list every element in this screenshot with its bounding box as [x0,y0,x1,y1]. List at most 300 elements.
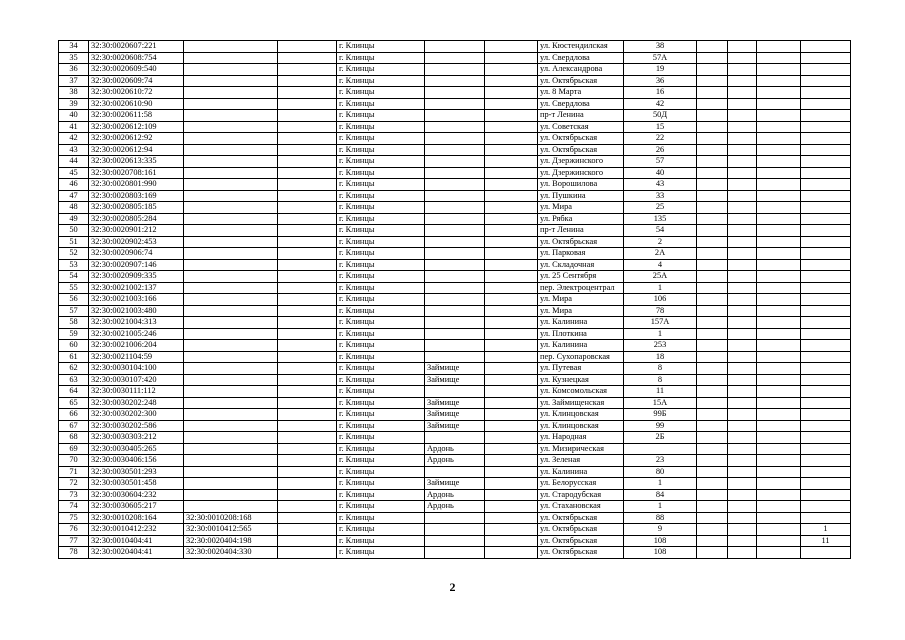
cadastral-number: 32:30:0020608:754 [89,52,184,64]
empty-cell [485,167,538,179]
street: ул. Свердлова [538,52,624,64]
table-row [59,409,851,421]
row-number: 61 [59,351,89,363]
row-number: 40 [59,110,89,122]
table-row [59,363,851,375]
street: пр-т Ленина [538,110,624,122]
cadastral-number-2 [184,52,278,64]
empty-cell [485,133,538,145]
city: г. Клинцы [337,478,425,490]
house-number: 2Б [624,432,697,444]
street: ул. Клинцовская [538,409,624,421]
street: ул. 25 Сентября [538,271,624,283]
extra-value [801,282,851,294]
house-number: 38 [624,41,697,53]
page-number: 2 [449,580,456,594]
district [425,432,485,444]
empty-cell [278,259,337,271]
city: г. Клинцы [337,351,425,363]
district [425,351,485,363]
extra-value [801,87,851,99]
empty-cell [485,236,538,248]
district [425,317,485,329]
city: г. Клинцы [337,167,425,179]
empty-cell [697,340,728,352]
cadastral-number: 32:30:0030405:265 [89,443,184,455]
empty-cell [757,305,801,317]
cadastral-number-2 [184,443,278,455]
empty-cell [757,64,801,76]
street: ул. Рябка [538,213,624,225]
empty-cell [485,512,538,524]
empty-cell [278,271,337,283]
cadastral-number: 32:30:0010208:164 [89,512,184,524]
district [425,466,485,478]
district: Займище [425,374,485,386]
street: ул. Белорусская [538,478,624,490]
table-row [59,52,851,64]
city: г. Клинцы [337,547,425,559]
cadastral-number-2 [184,282,278,294]
street: ул. Кюстендилская [538,41,624,53]
empty-cell [757,294,801,306]
extra-value [801,443,851,455]
empty-cell [697,133,728,145]
extra-value [801,190,851,202]
row-number: 66 [59,409,89,421]
empty-cell [697,271,728,283]
table-row [59,432,851,444]
table-row [59,236,851,248]
city: г. Клинцы [337,144,425,156]
empty-cell [757,409,801,421]
table-row [59,455,851,467]
cadastral-number: 32:30:0021002:137 [89,282,184,294]
city: г. Клинцы [337,305,425,317]
empty-cell [485,478,538,490]
cadastral-number: 32:30:0021004:313 [89,317,184,329]
row-number: 39 [59,98,89,110]
empty-cell [278,202,337,214]
city: г. Клинцы [337,156,425,168]
empty-cell [697,110,728,122]
row-number: 70 [59,455,89,467]
empty-cell [728,443,757,455]
district: Займище [425,397,485,409]
empty-cell [697,179,728,191]
empty-cell [728,64,757,76]
house-number: 84 [624,489,697,501]
house-number: 36 [624,75,697,87]
row-number: 76 [59,524,89,536]
empty-cell [278,75,337,87]
row-number: 63 [59,374,89,386]
house-number: 80 [624,466,697,478]
empty-cell [485,397,538,409]
table-row [59,443,851,455]
table-row [59,75,851,87]
table-row [59,478,851,490]
house-number: 33 [624,190,697,202]
district [425,282,485,294]
street: ул. Калинина [538,317,624,329]
city: г. Клинцы [337,328,425,340]
extra-value [801,397,851,409]
street: пер. Электроцентрал [538,282,624,294]
city: г. Клинцы [337,386,425,398]
extra-value [801,259,851,271]
city: г. Клинцы [337,535,425,547]
district [425,248,485,260]
street: ул. Свердлова [538,98,624,110]
empty-cell [728,121,757,133]
house-number: 99Б [624,409,697,421]
house-number: 88 [624,512,697,524]
street: ул. Клинцовская [538,420,624,432]
empty-cell [485,328,538,340]
street: ул. Парковая [538,248,624,260]
city: г. Клинцы [337,225,425,237]
street: ул. Октябрьская [538,512,624,524]
table-row [59,179,851,191]
empty-cell [278,41,337,53]
empty-cell [728,455,757,467]
empty-cell [485,409,538,421]
table-row [59,133,851,145]
cadastral-number: 32:30:0020907:146 [89,259,184,271]
extra-value [801,340,851,352]
empty-cell [697,121,728,133]
district: Ардонь [425,443,485,455]
cadastral-number-2 [184,259,278,271]
table-row [59,328,851,340]
city: г. Клинцы [337,317,425,329]
empty-cell [728,167,757,179]
registry-table [58,40,851,559]
city: г. Клинцы [337,236,425,248]
empty-cell [728,144,757,156]
extra-value [801,547,851,559]
empty-cell [757,443,801,455]
extra-value [801,455,851,467]
table-row [59,305,851,317]
city: г. Клинцы [337,259,425,271]
house-number: 1 [624,328,697,340]
extra-value [801,98,851,110]
house-number: 8 [624,374,697,386]
table-row [59,282,851,294]
row-number: 78 [59,547,89,559]
district [425,52,485,64]
table-row [59,547,851,559]
house-number: 1 [624,478,697,490]
empty-cell [757,432,801,444]
district [425,305,485,317]
empty-cell [757,512,801,524]
empty-cell [485,547,538,559]
empty-cell [278,317,337,329]
cadastral-number: 32:30:0030303:212 [89,432,184,444]
city: г. Клинцы [337,41,425,53]
house-number: 1 [624,501,697,513]
street: пр-т Ленина [538,225,624,237]
cadastral-number: 32:30:0020902:453 [89,236,184,248]
empty-cell [757,75,801,87]
empty-cell [697,317,728,329]
city: г. Клинцы [337,432,425,444]
extra-value [801,121,851,133]
street: ул. Комсомольская [538,386,624,398]
district [425,75,485,87]
district [425,156,485,168]
empty-cell [697,64,728,76]
empty-cell [485,121,538,133]
empty-cell [697,328,728,340]
city: г. Клинцы [337,202,425,214]
city: г. Клинцы [337,455,425,467]
city: г. Клинцы [337,340,425,352]
empty-cell [728,478,757,490]
cadastral-number: 32:30:0020801:990 [89,179,184,191]
extra-value [801,466,851,478]
row-number: 62 [59,363,89,375]
cadastral-number: 32:30:0030202:300 [89,409,184,421]
cadastral-number-2 [184,87,278,99]
empty-cell [485,305,538,317]
empty-cell [278,432,337,444]
empty-cell [485,282,538,294]
empty-cell [485,443,538,455]
cadastral-number-2 [184,489,278,501]
empty-cell [728,397,757,409]
empty-cell [278,167,337,179]
empty-cell [728,87,757,99]
cadastral-number-2 [184,420,278,432]
cadastral-number: 32:30:0021003:480 [89,305,184,317]
row-number: 47 [59,190,89,202]
row-number: 67 [59,420,89,432]
cadastral-number: 32:30:0020613:335 [89,156,184,168]
street: ул. Зеленая [538,455,624,467]
empty-cell [278,547,337,559]
empty-cell [728,110,757,122]
cadastral-number-2 [184,363,278,375]
row-number: 34 [59,41,89,53]
empty-cell [485,501,538,513]
empty-cell [728,236,757,248]
empty-cell [697,374,728,386]
row-number: 46 [59,179,89,191]
street: ул. Народная [538,432,624,444]
cadastral-number-2 [184,397,278,409]
cadastral-number-2 [184,236,278,248]
cadastral-number: 32:30:0030604:232 [89,489,184,501]
empty-cell [278,156,337,168]
row-number: 59 [59,328,89,340]
cadastral-number-2: 32:30:0010208:168 [184,512,278,524]
cadastral-number-2 [184,156,278,168]
empty-cell [485,75,538,87]
extra-value [801,75,851,87]
street: ул. Октябрьская [538,236,624,248]
empty-cell [697,455,728,467]
table-row [59,225,851,237]
empty-cell [485,466,538,478]
row-number: 58 [59,317,89,329]
empty-cell [278,512,337,524]
empty-cell [728,409,757,421]
empty-cell [278,282,337,294]
empty-cell [278,236,337,248]
cadastral-number: 32:30:0020805:284 [89,213,184,225]
empty-cell [697,144,728,156]
extra-value [801,501,851,513]
empty-cell [485,340,538,352]
empty-cell [485,294,538,306]
empty-cell [278,98,337,110]
empty-cell [485,363,538,375]
row-number: 57 [59,305,89,317]
cadastral-number: 32:30:0020404:41 [89,547,184,559]
empty-cell [697,478,728,490]
empty-cell [728,179,757,191]
row-number: 48 [59,202,89,214]
cadastral-number: 32:30:0021005:246 [89,328,184,340]
cadastral-number: 32:30:0030202:586 [89,420,184,432]
empty-cell [485,351,538,363]
street: ул. Дзержинского [538,156,624,168]
empty-cell [485,202,538,214]
row-number: 75 [59,512,89,524]
cadastral-number-2 [184,167,278,179]
empty-cell [728,524,757,536]
empty-cell [757,179,801,191]
row-number: 60 [59,340,89,352]
table-row [59,524,851,536]
extra-value [801,110,851,122]
district [425,213,485,225]
cadastral-number-2 [184,455,278,467]
district [425,64,485,76]
extra-value [801,374,851,386]
street: ул. Октябрьская [538,524,624,536]
table-row [59,259,851,271]
extra-value [801,351,851,363]
district [425,110,485,122]
registry-rows [59,41,851,559]
empty-cell [278,64,337,76]
cadastral-number: 32:30:0020610:90 [89,98,184,110]
street: ул. Калинина [538,340,624,352]
district: Займище [425,478,485,490]
empty-cell [697,213,728,225]
cadastral-number: 32:30:0020909:335 [89,271,184,283]
city: г. Клинцы [337,409,425,421]
extra-value [801,213,851,225]
empty-cell [278,524,337,536]
house-number: 108 [624,535,697,547]
district [425,167,485,179]
city: г. Клинцы [337,52,425,64]
empty-cell [697,248,728,260]
row-number: 64 [59,386,89,398]
street: ул. Советская [538,121,624,133]
house-number: 40 [624,167,697,179]
district [425,271,485,283]
house-number: 15А [624,397,697,409]
extra-value [801,271,851,283]
empty-cell [485,110,538,122]
empty-cell [757,363,801,375]
empty-cell [697,282,728,294]
empty-cell [278,374,337,386]
empty-cell [485,87,538,99]
district [425,144,485,156]
city: г. Клинцы [337,501,425,513]
extra-value [801,409,851,421]
empty-cell [485,259,538,271]
table-row [59,351,851,363]
street: ул. 8 Марта [538,87,624,99]
street: ул. Пушкина [538,190,624,202]
empty-cell [485,374,538,386]
cadastral-number: 32:30:0030111:112 [89,386,184,398]
district [425,121,485,133]
extra-value: 11 [801,535,851,547]
extra-value [801,179,851,191]
row-number: 65 [59,397,89,409]
street: пер. Сухопаровская [538,351,624,363]
empty-cell [485,41,538,53]
row-number: 68 [59,432,89,444]
house-number: 57 [624,156,697,168]
district: Ардонь [425,489,485,501]
empty-cell [485,432,538,444]
table-row [59,535,851,547]
empty-cell [728,98,757,110]
street: ул. Дзержинского [538,167,624,179]
empty-cell [697,524,728,536]
empty-cell [757,328,801,340]
house-number: 23 [624,455,697,467]
empty-cell [697,156,728,168]
cadastral-number-2 [184,478,278,490]
empty-cell [485,386,538,398]
empty-cell [697,363,728,375]
cadastral-number-2: 32:30:0020404:198 [184,535,278,547]
extra-value [801,225,851,237]
house-number: 4 [624,259,697,271]
table-row [59,87,851,99]
row-number: 43 [59,144,89,156]
table-row [59,190,851,202]
empty-cell [728,225,757,237]
cadastral-number: 32:30:0020611:58 [89,110,184,122]
house-number: 106 [624,294,697,306]
cadastral-number-2 [184,133,278,145]
cadastral-number: 32:30:0021003:166 [89,294,184,306]
empty-cell [757,225,801,237]
city: г. Клинцы [337,248,425,260]
cadastral-number: 32:30:0021006:204 [89,340,184,352]
row-number: 52 [59,248,89,260]
cadastral-number: 32:30:0020609:74 [89,75,184,87]
empty-cell [757,282,801,294]
row-number: 45 [59,167,89,179]
empty-cell [278,455,337,467]
cadastral-number-2 [184,64,278,76]
empty-cell [757,501,801,513]
